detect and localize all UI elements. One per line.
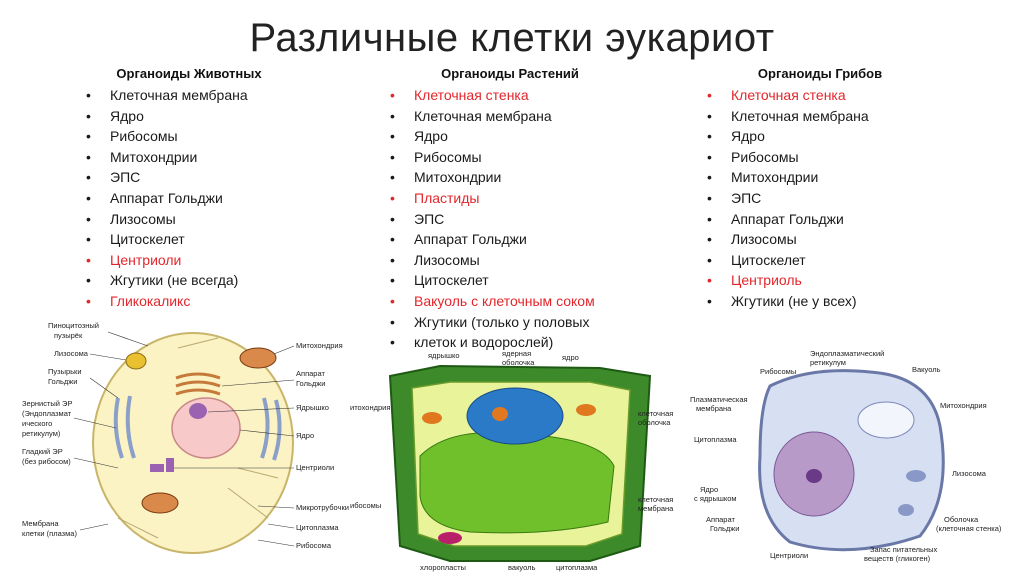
plant-vacuole [420, 432, 614, 533]
fungal-vacuole [858, 402, 914, 438]
label-mitochondrion: Митохондрия [940, 401, 987, 410]
plant-organelles-list [388, 85, 648, 353]
fungal-nucleolus [806, 469, 822, 483]
label-nucleolus: Ядрышко [296, 403, 329, 412]
organelle-list-item: • Клеточная стенка [705, 85, 955, 106]
label-golgi: Аппарат [706, 515, 735, 524]
organelle-list-item: • Митохондрии [84, 147, 334, 168]
label-lysosome: Лизосома [54, 349, 88, 358]
animal-nucleolus [189, 403, 207, 419]
organelle-list-item: • Пластиды [388, 188, 648, 209]
organelle-list-item: • Центриоли [84, 250, 334, 271]
label-plasma-membrane-2: мембрана [696, 404, 732, 413]
label-er-2: ретикулум [810, 358, 846, 367]
label-smooth-er-2: (без рибосом) [22, 457, 71, 466]
label-cell-membrane-2: клетки (плазма) [22, 529, 77, 538]
animal-labels-right [296, 341, 349, 550]
organelle-list-item: • ЭПС [388, 209, 648, 230]
label-rough-er-3: ического [22, 419, 53, 428]
organelle-list-item: • Аппарат Гольджи [84, 188, 334, 209]
label-glycogen-2: веществ (гликоген) [864, 554, 931, 563]
organelle-list-item: • Ядро [705, 126, 955, 147]
label-nuclear-envelope-2: оболочка [502, 358, 535, 367]
label-nuclear-envelope: ядерная [502, 349, 532, 358]
organelle-list-item: • Жгутики (не у всех) [705, 291, 955, 312]
organelle-list-item: • Аппарат Гольджи [705, 209, 955, 230]
organelle-list-item: • Центриоль [705, 270, 955, 291]
label-centrioles: Центриоли [770, 551, 809, 560]
organelle-list-item: • Клеточная мембрана [705, 106, 955, 127]
organelle-list-item: • Ядро [388, 126, 648, 147]
label-lysosome: Лизосома [952, 469, 986, 478]
organelle-list-item: • Клеточная мембрана [388, 106, 648, 127]
animal-lysosome [126, 353, 146, 369]
label-chloroplasts: хлоропласты [420, 563, 466, 572]
label-nucleus-2: с ядрышком [694, 494, 737, 503]
label-rough-er-2: (Эндоплазмат [22, 409, 72, 418]
organelle-list-item: • Митохондрии [705, 167, 955, 188]
organelle-list-item: • Аппарат Гольджи [388, 229, 648, 250]
label-golgi: Аппарат [296, 369, 325, 378]
label-mitochondrion: итохондрия [350, 403, 391, 412]
organelle-list-item: • Рибосомы [705, 147, 955, 168]
organelle-list-item: • Ядро [84, 106, 334, 127]
animal-organelles-column [84, 66, 334, 312]
organelle-list-item: • Рибосомы [388, 147, 648, 168]
label-nucleus: ядро [562, 353, 579, 362]
plant-organelles-heading: Органоиды Растений [441, 66, 579, 81]
label-nucleus: Ядро [700, 485, 719, 494]
label-smooth-er: Гладкий ЭР [22, 447, 63, 456]
organelle-list-item: • Цитоскелет [388, 270, 648, 291]
fungal-mitochondrion [906, 470, 926, 482]
organelle-list-item: • Клеточная мембрана [84, 85, 334, 106]
organelle-list-item: • Лизосомы [84, 209, 334, 230]
animal-organelles-list [84, 85, 334, 312]
animal-cell-diagram [18, 318, 358, 574]
label-cell-membrane-2: мембрана [638, 504, 674, 513]
label-cell-membrane: Мембрана [22, 519, 59, 528]
label-vacuole: Вакуоль [912, 365, 941, 374]
organelle-list-item: • Митохондрии [388, 167, 648, 188]
label-ribosome: Рибосома [296, 541, 331, 550]
fungal-lysosome [898, 504, 914, 516]
label-cell-wall-2: (клеточная стенка) [936, 524, 1002, 533]
animal-mitochondrion [240, 348, 276, 368]
label-cell-wall: клеточная [638, 409, 674, 418]
plant-organelles-column [388, 66, 648, 353]
organelle-list-item: • Клеточная стенка [388, 85, 648, 106]
label-nucleolus: ядрышко [428, 351, 460, 360]
plant-nucleolus [492, 407, 508, 421]
animal-labels-left [22, 321, 99, 538]
plant-mitochondrion [422, 412, 442, 424]
organelle-list-item: • Цитоскелет [84, 229, 334, 250]
animal-nucleus [172, 398, 240, 458]
label-rough-er-4: ретикулум) [22, 429, 61, 438]
fungi-organelles-heading: Органоиды Грибов [757, 66, 883, 81]
fungi-organelles-column [705, 66, 955, 312]
organelle-list-item: • Вакуоль с клеточным соком [388, 291, 648, 312]
label-golgi-2: Гольджи [296, 379, 326, 388]
animal-organelles-heading: Органоиды Животных [116, 66, 262, 81]
label-nucleus: Ядро [296, 431, 315, 440]
plant-chloroplast [438, 532, 462, 544]
label-cytoplasm: Цитоплазма [296, 523, 339, 532]
label-cytoplasm: цитоплазма [556, 563, 598, 572]
label-ribosomes: ибосомы [350, 501, 382, 510]
label-cell-membrane: клеточная [638, 495, 674, 504]
fungal-cell-diagram [690, 346, 1020, 574]
animal-mitochondrion [142, 493, 178, 513]
fungi-organelles-list [705, 85, 955, 312]
label-er: Эндоплазматический [810, 349, 885, 358]
label-golgi-2: Гольджи [710, 524, 740, 533]
label-golgi-vesicles-2: Гольджи [48, 377, 78, 386]
label-golgi-vesicles: Пузырьки [48, 367, 82, 376]
label-pinocytic-vesicle: Пиноцитозный [48, 321, 99, 330]
label-pinocytic-vesicle-2: пузырёк [54, 331, 83, 340]
plant-nucleus [467, 388, 563, 444]
label-plasma-membrane: Плазматическая [690, 395, 748, 404]
label-microtubules: Микротрубочки [296, 503, 349, 512]
plant-cell-diagram [350, 346, 690, 574]
organelle-list-item: • ЭПС [705, 188, 955, 209]
plant-mitochondrion [576, 404, 596, 416]
label-centrioles: Центриоли [296, 463, 335, 472]
organelle-list-item: • клеток и водорослей) [388, 332, 648, 353]
label-vacuole: вакуоль [508, 563, 536, 572]
label-glycogen: Запас питательных [870, 545, 938, 554]
organelle-list-item: • Цитоскелет [705, 250, 955, 271]
label-cell-wall: Оболочка [944, 515, 979, 524]
page-title: Различные клетки эукариот [249, 16, 775, 60]
label-ribosomes: Рибосомы [760, 367, 797, 376]
organelle-list-item: • Жгутики (не всегда) [84, 270, 334, 291]
organelle-list-item: • Жгутики (только у половых [388, 312, 648, 333]
organelle-list-item: • Лизосомы [705, 229, 955, 250]
label-mitochondrion: Митохондрия [296, 341, 343, 350]
organelle-list-item: • Лизосомы [388, 250, 648, 271]
organelle-list-item: • Гликокаликс [84, 291, 334, 312]
organelle-list-item: • ЭПС [84, 167, 334, 188]
label-cell-wall-2: оболочка [638, 418, 671, 427]
label-rough-er: Зернистый ЭР [22, 399, 73, 408]
organelle-list-item: • Рибосомы [84, 126, 334, 147]
label-cytoplasm: Цитоплазма [694, 435, 737, 444]
